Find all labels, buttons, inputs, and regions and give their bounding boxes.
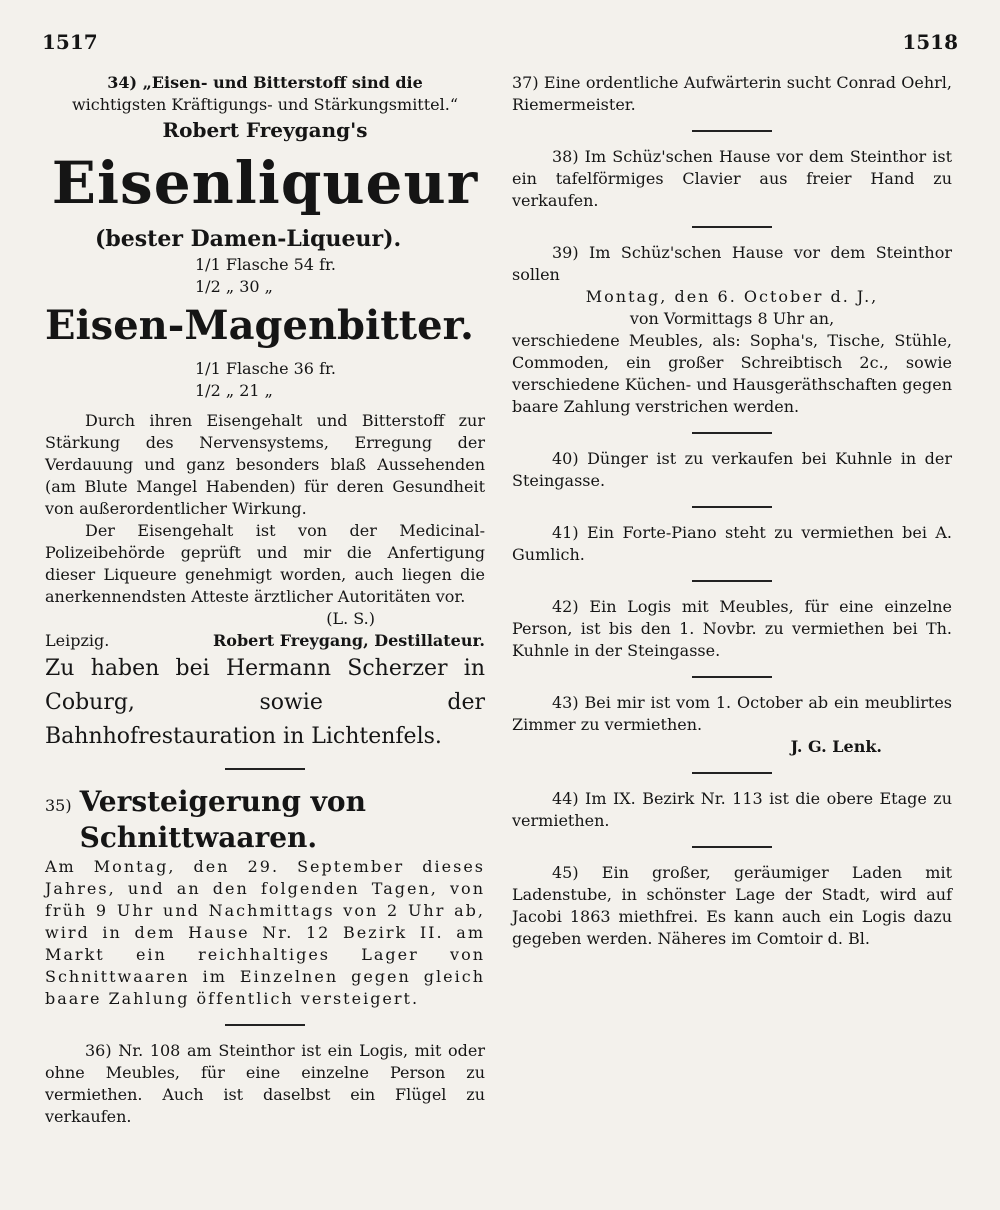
divider [692,226,772,228]
ad-34-body1: Durch ihren Eisengehalt und Bitterstoff zur Stärkung des Nervensystems, Erregung der Verdauung und ganz besonders blaß Aussehenden (am Blute Mangel Habenden) für deren Gesundheit von außerordentlicher Wirkung. [45,411,485,518]
ad-39-date: Montag, den 6. October d. J., [585,287,879,306]
ad-34-signature: Robert Freygang, Destillateur. [212,631,485,650]
right-column [512,72,952,950]
ad-34-line2: wichtigsten Kräftigungs- und Stärkungsmittel.“ [71,95,459,114]
divider [692,676,772,678]
divider [692,846,772,848]
ad-34-place: Leipzig. [45,631,110,650]
ad-34-price2a: 1/1 Flasche 36 fr. [195,359,336,378]
divider [692,432,772,434]
ad-43-signature: J. G. Lenk. [790,737,882,756]
ad-40: 40) Dünger ist zu verkaufen bei Kuhnle in der Steingasse. [512,449,952,490]
divider [692,130,772,132]
divider [225,768,305,770]
ad-34-ls: (L. S.) [326,609,375,628]
ad-35-heading: Versteigerung von Schnittwaaren. [79,785,366,854]
ad-42: 42) Ein Logis mit Meubles, für eine einzelne Person, ist bis den 1. Novbr. zu vermiethen bei Th. Kuhnle in der Steingasse. [512,597,952,660]
ad-34-maker: Robert Freygang's [162,118,368,142]
left-column [45,72,485,1128]
divider [692,506,772,508]
divider [692,772,772,774]
ad-34-product1: Eisenliqueur [51,149,479,217]
ad-43: 43) Bei mir ist vom 1. October ab ein meublirtes Zimmer zu vermiethen. [512,693,952,734]
ad-34-price1a: 1/1 Flasche 54 fr. [195,255,336,274]
ad-39-time: von Vormittags 8 Uhr an, [629,309,835,328]
ad-34-product2: Eisen-Magenbitter. [45,302,474,349]
ad-34-product1-sub: (bester Damen-Liqueur). [95,226,402,252]
ad-34-price2b: 1/2 „ 21 „ [195,381,273,400]
ad-41: 41) Ein Forte-Piano steht zu vermiethen bei A. Gumlich. [512,523,952,564]
divider [692,580,772,582]
page-number-right: 1518 [902,30,958,54]
ad-35-body: Am Montag, den 29. September dieses Jahres, und an den folgenden Tagen, von früh 9 Uhr und Nachmittags von 2 Uhr ab, wird in dem Hause Nr. 12 Bezirk II. am Markt ein reichhaltiges Lager von Schnittwaaren im Einzelnen gegen gleich baare Zahlung öffentlich versteigert. [45,857,485,1008]
ad-37: 37) Eine ordentliche Aufwärterin sucht Conrad Oehrl, Riemermeister. [512,73,952,114]
ad-45: 45) Ein großer, geräumiger Laden mit Ladenstube, in schönster Lage der Stadt, wird auf Jacobi 1863 miethfrei. Es kann auch ein Logis dazu gegeben werden. Näheres im Comtoir d. Bl. [512,863,952,948]
ad-39-intro: 39) Im Schüz'schen Hause vor dem Steinthor sollen [512,243,952,284]
ad-39-body: verschiedene Meubles, als: Sopha's, Tische, Stühle, Commoden, ein großer Schreibtisch 2c., sowie verschiedene Küchen- und Hausgeräthschaften gegen baare Zahlung verstrichen werden. [512,331,952,416]
ad-34-line1: 34) „Eisen- und Bitterstoff sind die [107,73,423,92]
ad-44: 44) Im IX. Bezirk Nr. 113 ist die obere Etage zu vermiethen. [512,789,952,830]
divider [225,1024,305,1026]
page-number-left: 1517 [42,30,98,54]
ad-34-body2: Der Eisengehalt ist von der Medicinal-Polizeibehörde geprüft und mir die Anfertigung dieser Liqueure genehmigt worden, auch liegen die anerkennendsten Atteste ärztlicher Autoritäten vor. [45,521,485,606]
ad-36-body: 36) Nr. 108 am Steinthor ist ein Logis, mit oder ohne Meubles, für eine einzelne Person zu vermiethen. Auch ist daselbst ein Flügel zu verkaufen. [45,1041,485,1126]
ad-34-price1b: 1/2 „ 30 „ [195,277,273,296]
ad-35-number: 35) [45,796,72,815]
ad-34-outlet: Zu haben bei Hermann Scherzer in Coburg, sowie der Bahnhofrestauration in Lichtenfels. [45,656,485,749]
ad-38: 38) Im Schüz'schen Hause vor dem Steinthor ist ein tafelförmiges Clavier aus freier Hand zu verkaufen. [512,147,952,210]
